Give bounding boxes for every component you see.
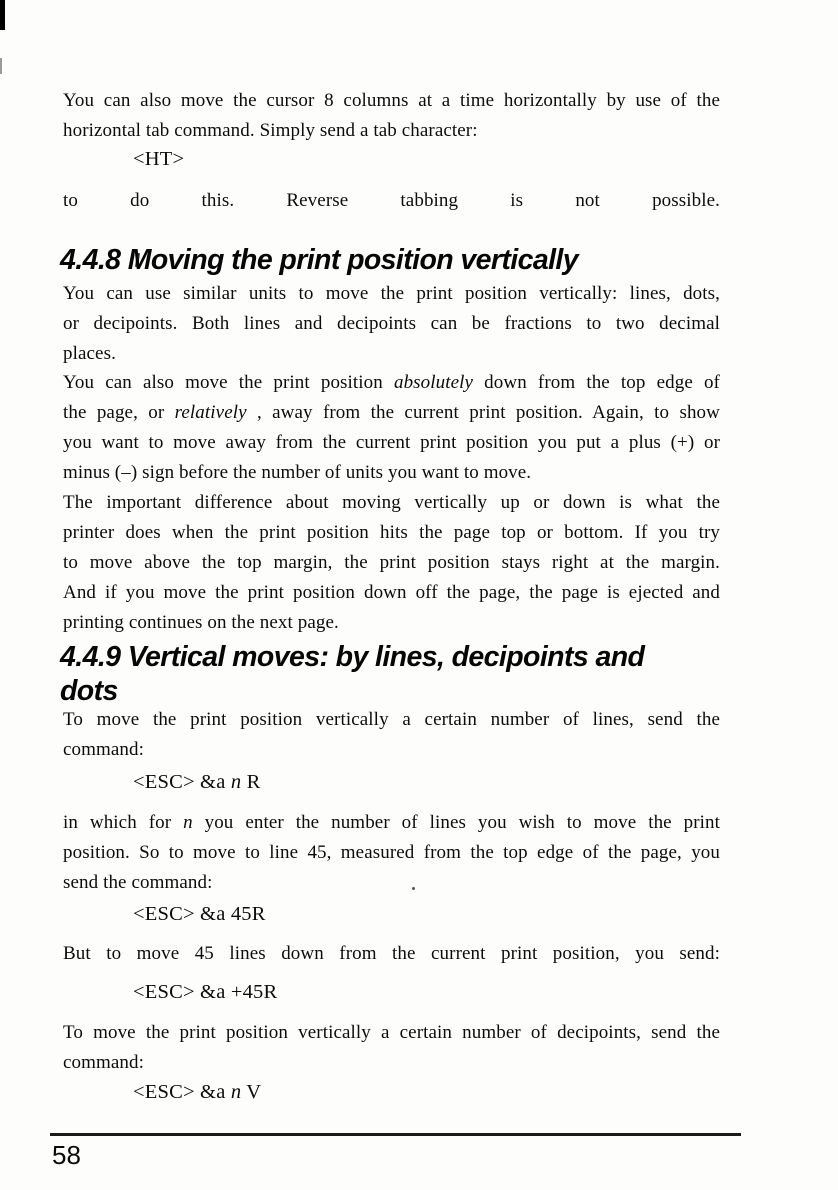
scan-artifact-tick (0, 58, 2, 74)
paragraph-move-by-decipoints (63, 1018, 720, 1078)
text-line: to move above the top margin, the print position stays right at the margin. (63, 552, 720, 573)
text-line: To move the print position vertically a certain number of decipoints, send the (63, 1022, 720, 1043)
heading-line: 4.4.9 Vertical moves: by lines, decipoints and (60, 641, 645, 673)
text-line: command: (63, 739, 145, 760)
command-segment: <ESC> &a (133, 771, 231, 793)
text-line: You can use similar units to move the print position vertically: lines, dots, (63, 283, 720, 304)
command-variable-n: n (230, 1081, 242, 1103)
text-line: command: (63, 1052, 145, 1073)
text-segment: down from the top edge of (473, 372, 720, 393)
paragraph-horizontal-tab (63, 86, 720, 146)
text-line: And if you move the print position down off the page, the page is ejected and (63, 582, 720, 603)
command-variable-n: n (230, 771, 242, 793)
text-line: The important difference about moving vertically up or down is what the (63, 492, 720, 513)
text-line: or decipoints. Both lines and decipoints can be fractions to two decimal (63, 313, 720, 334)
paragraph-reverse-tabbing (63, 186, 720, 216)
text-line: you want to move away from the current print position you put a plus (+) or (63, 432, 720, 453)
text-line: But to move 45 lines down from the current print position, you send: (63, 943, 720, 964)
section-heading-4-4-9 (60, 640, 760, 708)
italic-word-relatively: relatively (174, 402, 247, 423)
paragraph-move-by-lines (63, 705, 720, 765)
text-line: printer does when the print position hits the page top or bottom. If you try (63, 522, 720, 543)
command-esc-a-n-v (133, 1079, 261, 1105)
text-line: position. So to move to line 45, measured from the top edge of the page, you (63, 842, 720, 863)
heading-line: dots (60, 675, 118, 707)
text-line: to do this. Reverse tabbing is not possible. (63, 190, 720, 211)
paragraph-similar-units (63, 279, 720, 369)
paragraph-absolute-relative (63, 368, 720, 488)
paragraph-in-which-for-n (63, 808, 720, 898)
command-segment: <ESC> &a (133, 1081, 231, 1103)
text-line: To move the print position vertically a certain number of lines, send the (63, 709, 720, 730)
text-line: You can also move the cursor 8 columns at a time horizontally by use of the (63, 90, 720, 111)
command-segment: V (241, 1081, 262, 1103)
command-esc-a-plus45r: <ESC> &a +45R (133, 981, 278, 1003)
italic-word-absolutely: absolutely (393, 372, 474, 393)
section-heading-4-4-8: 4.4.8 Moving the print position vertically (60, 244, 578, 276)
text-line: places. (63, 343, 116, 364)
text-segment: , away from the current print position. Again, to show (246, 402, 720, 423)
text-segment: in which for (63, 812, 184, 833)
command-esc-a-n-r (133, 769, 260, 795)
command-segment: R (241, 771, 261, 793)
text-segment: you enter the number of lines you wish to move the print (192, 812, 720, 833)
text-line (63, 398, 720, 428)
scan-artifact-bar (0, 0, 5, 30)
text-line: send the command: (63, 872, 213, 893)
page-number: 58 (52, 1140, 81, 1170)
command-esc-a-45r: <ESC> &a 45R (133, 903, 266, 925)
text-line: minus (–) sign before the number of units you want to move. (63, 462, 532, 483)
paragraph-important-difference (63, 488, 720, 638)
text-line: horizontal tab command. Simply send a tab character: (63, 120, 478, 141)
text-line (63, 368, 720, 398)
footer-rule (50, 1133, 741, 1136)
paragraph-but-to-move (63, 939, 720, 969)
command-ht: <HT> (133, 148, 185, 170)
text-segment: You can also move the print position (63, 372, 394, 393)
text-segment: the page, or (63, 402, 175, 423)
italic-variable-n: n (183, 812, 193, 833)
text-line: printing continues on the next page. (63, 612, 339, 633)
text-line (63, 808, 720, 838)
